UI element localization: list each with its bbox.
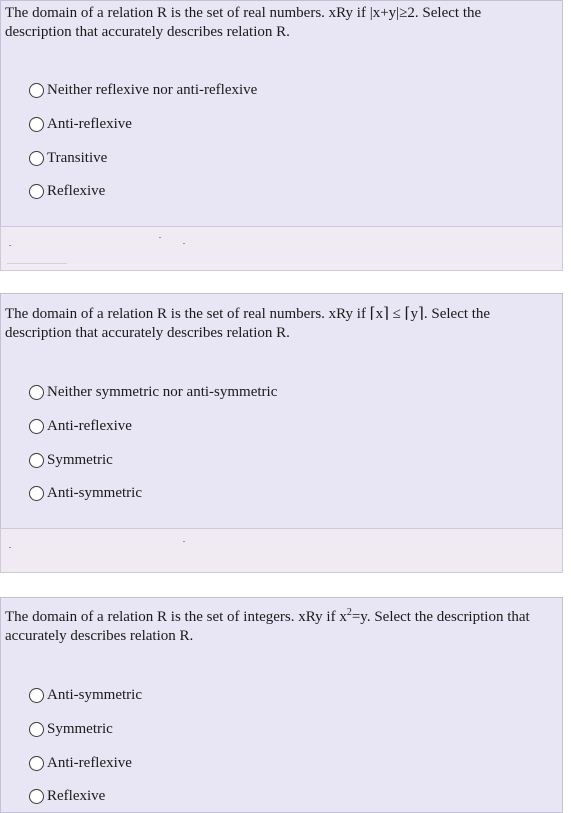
radio-button[interactable] [29,722,44,737]
option-label: Anti-reflexive [47,417,132,434]
question-text [5,608,548,646]
question-card-1 [0,0,563,227]
question-text-part: The domain of a relation R is the set of integers. xRy if x [5,609,347,625]
separator-band-1 [0,226,563,271]
radio-button[interactable] [29,151,44,166]
radio-button[interactable] [29,453,44,468]
option-q1-b[interactable] [29,114,132,134]
option-q2-a[interactable] [29,382,277,402]
option-label: Symmetric [47,451,113,468]
option-label: Anti-symmetric [47,484,142,501]
option-label: Neither reflexive nor anti-reflexive [47,81,258,98]
option-label: Symmetric [47,720,113,737]
option-label: Anti-symmetric [47,686,142,703]
question-text: The domain of a relation R is the set of real numbers. xRy if |x+y|≥2. Select the description that accurately describes relation R. [5,5,482,40]
radio-button[interactable] [29,83,44,98]
question-card-2 [0,293,563,529]
option-q2-b[interactable] [29,416,132,436]
option-label: Anti-reflexive [47,115,132,132]
option-q1-d[interactable] [29,181,105,201]
option-label: Reflexive [47,182,106,199]
radio-button[interactable] [29,789,44,804]
option-q3-d[interactable] [29,786,105,806]
radio-button[interactable] [29,688,44,703]
option-label: Transitive [47,149,108,166]
option-label: Neither symmetric nor anti-symmetric [47,383,278,400]
radio-button[interactable] [29,117,44,132]
question-text: The domain of a relation R is the set of real numbers. xRy if ⌈x⌉ ≤ ⌈y⌉. Select the description that accurately describes relation R. [5,306,491,341]
option-q3-b[interactable] [29,719,113,739]
option-label: Reflexive [47,787,106,804]
radio-button[interactable] [29,419,44,434]
option-q1-c[interactable] [29,148,107,168]
radio-button[interactable] [29,756,44,771]
radio-button[interactable] [29,184,44,199]
radio-button[interactable] [29,486,44,501]
option-q3-c[interactable] [29,753,132,773]
question-card-3 [0,597,563,813]
question-text-part: =y. Select the description that accurately describes relation R. [5,609,530,644]
option-q2-d[interactable] [29,483,142,503]
separator-band-2 [0,528,563,573]
option-q2-c[interactable] [29,450,113,470]
radio-button[interactable] [29,385,44,400]
option-label: Anti-reflexive [47,754,132,771]
option-q1-a[interactable] [29,80,257,100]
option-q3-a[interactable] [29,685,142,705]
superscript: 2 [346,607,352,618]
